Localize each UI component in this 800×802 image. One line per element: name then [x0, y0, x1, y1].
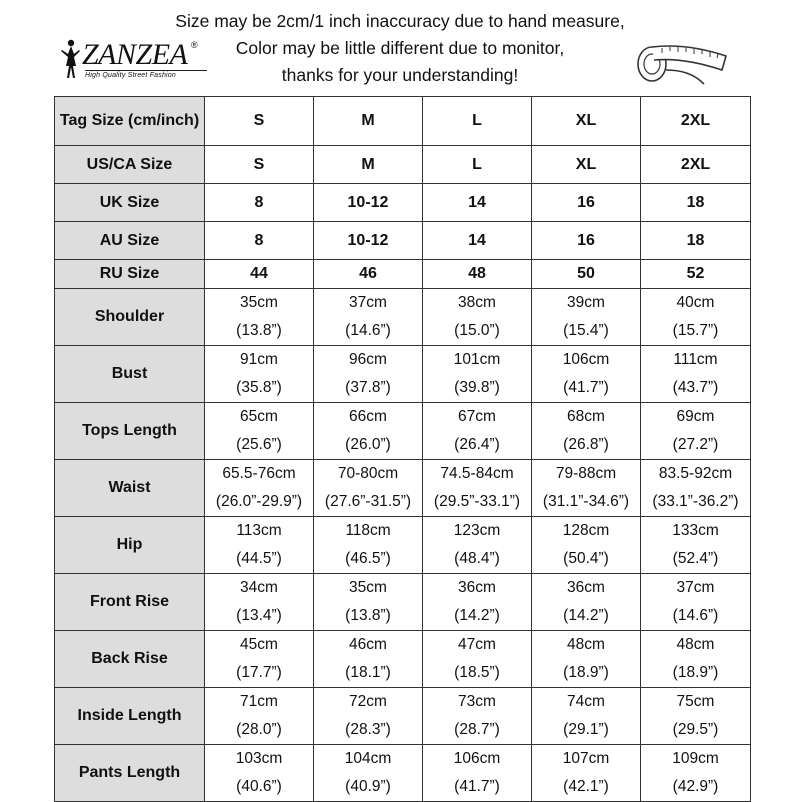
size-cell: M	[314, 97, 423, 146]
size-cell: 14	[423, 222, 532, 260]
measure-cell: 104cm (40.9”)	[314, 745, 423, 802]
fashion-figure-icon	[58, 38, 84, 80]
table-row	[55, 745, 751, 802]
row-header: UK Size	[55, 184, 205, 222]
measure-cell: 37cm (14.6”)	[314, 289, 423, 346]
table-row	[55, 688, 751, 745]
size-cell: 2XL	[641, 146, 751, 184]
row-header: RU Size	[55, 260, 205, 289]
table-row	[55, 460, 751, 517]
row-header: Back Rise	[55, 631, 205, 688]
size-chart-table	[54, 96, 751, 802]
measure-cell: 74cm (29.1”)	[532, 688, 641, 745]
measure-cell: 46cm (18.1”)	[314, 631, 423, 688]
registered-mark: ®	[191, 40, 198, 50]
size-cell: XL	[532, 146, 641, 184]
table-row	[55, 346, 751, 403]
measure-cell: 133cm (52.4”)	[641, 517, 751, 574]
size-cell: 16	[532, 184, 641, 222]
measure-cell: 35cm (13.8”)	[205, 289, 314, 346]
size-cell: XL	[532, 97, 641, 146]
measure-cell: 65cm (25.6”)	[205, 403, 314, 460]
brand-name: ZANZEA	[82, 38, 188, 71]
size-cell: 48	[423, 260, 532, 289]
measure-cell: 106cm (41.7”)	[532, 346, 641, 403]
notice-line: Size may be 2cm/1 inch inaccuracy due to hand measure,	[175, 11, 625, 31]
measure-cell: 75cm (29.5”)	[641, 688, 751, 745]
measure-cell: 34cm (13.4”)	[205, 574, 314, 631]
measure-cell: 45cm (17.7”)	[205, 631, 314, 688]
notice-line: Color may be little different due to monitor,	[235, 38, 565, 58]
measure-cell: 70-80cm (27.6”-31.5”)	[314, 460, 423, 517]
row-header: Bust	[55, 346, 205, 403]
size-cell: 2XL	[641, 97, 751, 146]
table-row	[55, 289, 751, 346]
row-header: US/CA Size	[55, 146, 205, 184]
size-cell: 10-12	[314, 184, 423, 222]
size-cell: 14	[423, 184, 532, 222]
measure-cell: 73cm (28.7”)	[423, 688, 532, 745]
measure-cell: 69cm (27.2”)	[641, 403, 751, 460]
row-header: AU Size	[55, 222, 205, 260]
measure-cell: 74.5-84cm (29.5”-33.1”)	[423, 460, 532, 517]
measure-cell: 71cm (28.0”)	[205, 688, 314, 745]
measure-cell: 72cm (28.3”)	[314, 688, 423, 745]
size-cell: 10-12	[314, 222, 423, 260]
table-row	[55, 631, 751, 688]
measure-cell: 67cm (26.4”)	[423, 403, 532, 460]
measure-cell: 83.5-92cm (33.1”-36.2”)	[641, 460, 751, 517]
row-header: Inside Length	[55, 688, 205, 745]
size-cell: 52	[641, 260, 751, 289]
row-header: Shoulder	[55, 289, 205, 346]
size-cell: 46	[314, 260, 423, 289]
measure-cell: 36cm (14.2”)	[423, 574, 532, 631]
table-row	[55, 574, 751, 631]
measure-cell: 111cm (43.7”)	[641, 346, 751, 403]
size-cell: 18	[641, 222, 751, 260]
measuring-tape-icon	[632, 40, 730, 88]
measurement-notice	[150, 8, 650, 89]
header	[0, 0, 800, 96]
size-cell: S	[205, 146, 314, 184]
measure-cell: 68cm (26.8”)	[532, 403, 641, 460]
measure-cell: 103cm (40.6”)	[205, 745, 314, 802]
measure-cell: 47cm (18.5”)	[423, 631, 532, 688]
measure-cell: 79-88cm (31.1”-34.6”)	[532, 460, 641, 517]
table-row	[55, 222, 751, 260]
size-cell: 16	[532, 222, 641, 260]
measure-cell: 35cm (13.8”)	[314, 574, 423, 631]
measure-cell: 118cm (46.5”)	[314, 517, 423, 574]
measure-cell: 65.5-76cm (26.0”-29.9”)	[205, 460, 314, 517]
measure-cell: 38cm (15.0”)	[423, 289, 532, 346]
measure-cell: 106cm (41.7”)	[423, 745, 532, 802]
measure-cell: 107cm (42.1”)	[532, 745, 641, 802]
measure-cell: 109cm (42.9”)	[641, 745, 751, 802]
size-cell: 18	[641, 184, 751, 222]
size-cell: L	[423, 146, 532, 184]
measure-cell: 123cm (48.4”)	[423, 517, 532, 574]
row-header: Hip	[55, 517, 205, 574]
measure-cell: 113cm (44.5”)	[205, 517, 314, 574]
size-cell: 8	[205, 184, 314, 222]
measure-cell: 48cm (18.9”)	[532, 631, 641, 688]
measure-cell: 96cm (37.8”)	[314, 346, 423, 403]
table-row	[55, 403, 751, 460]
row-header: Tag Size (cm/inch)	[55, 97, 205, 146]
size-cell: 8	[205, 222, 314, 260]
measure-cell: 128cm (50.4”)	[532, 517, 641, 574]
table-row	[55, 146, 751, 184]
table-row	[55, 517, 751, 574]
measure-cell: 66cm (26.0”)	[314, 403, 423, 460]
size-cell: 50	[532, 260, 641, 289]
measure-cell: 36cm (14.2”)	[532, 574, 641, 631]
measure-cell: 37cm (14.6”)	[641, 574, 751, 631]
measure-cell: 91cm (35.8”)	[205, 346, 314, 403]
measure-cell: 101cm (39.8”)	[423, 346, 532, 403]
row-header: Waist	[55, 460, 205, 517]
size-cell: M	[314, 146, 423, 184]
measure-cell: 40cm (15.7”)	[641, 289, 751, 346]
table-row	[55, 97, 751, 146]
table-row	[55, 184, 751, 222]
row-header: Front Rise	[55, 574, 205, 631]
size-cell: S	[205, 97, 314, 146]
measure-cell: 39cm (15.4”)	[532, 289, 641, 346]
brand-tagline: High Quality Street Fashion	[85, 70, 207, 79]
size-cell: 44	[205, 260, 314, 289]
size-cell: L	[423, 97, 532, 146]
row-header: Pants Length	[55, 745, 205, 802]
measure-cell: 48cm (18.9”)	[641, 631, 751, 688]
notice-line: thanks for your understanding!	[281, 65, 519, 85]
table-row	[55, 260, 751, 289]
row-header: Tops Length	[55, 403, 205, 460]
